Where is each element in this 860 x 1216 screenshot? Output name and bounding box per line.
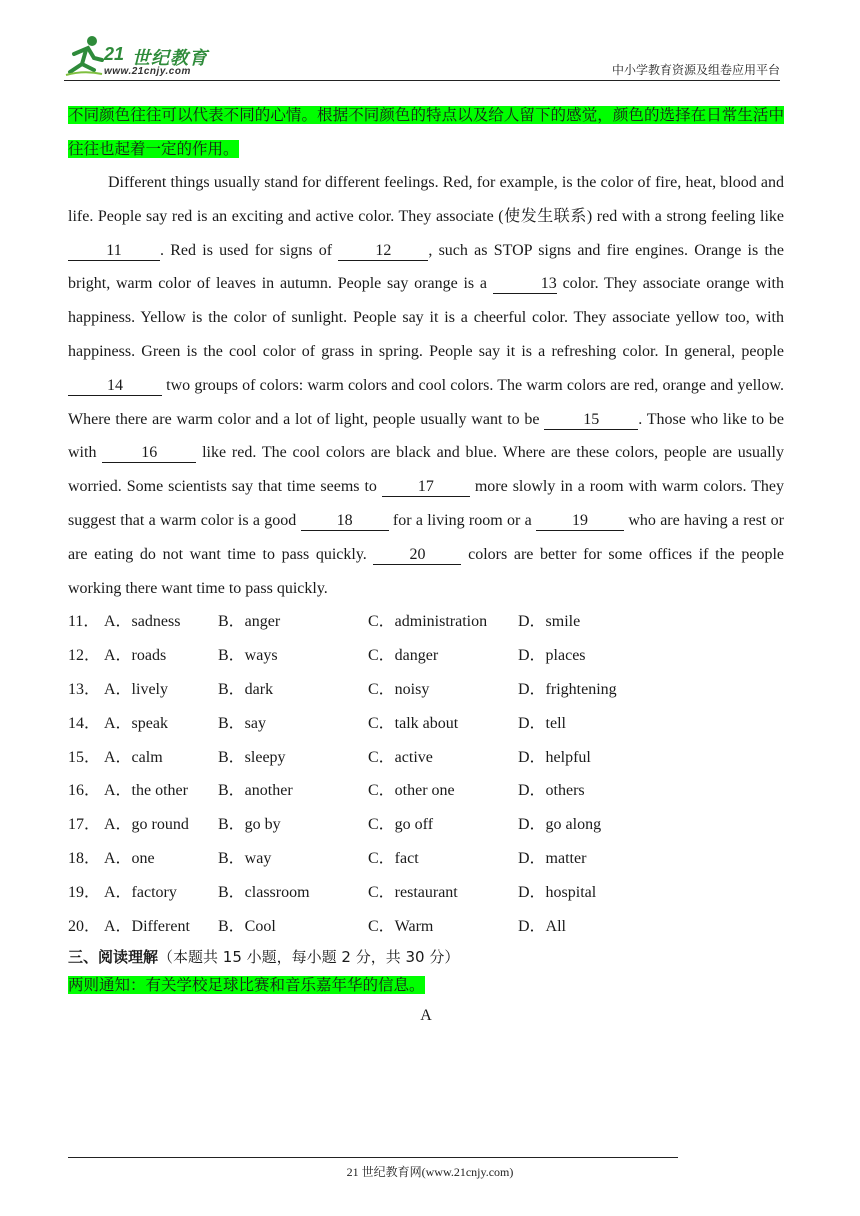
blank-11: 11 <box>68 242 160 261</box>
document-body <box>68 98 784 1031</box>
option-row-18 <box>68 842 784 876</box>
passage-text: two groups of colors: warm colors and cool colors. The warm colors are red, orange and yellow. Where there are warm color and a lot of light, people usually want to be <box>68 376 784 428</box>
blank-16: 16 <box>102 444 196 463</box>
blank-13: 13 <box>493 275 557 294</box>
page-footer[interactable]: 21 世纪教育网(www.21cnjy.com) <box>346 1165 514 1179</box>
option-d[interactable]: D．matter <box>518 849 587 867</box>
option-a[interactable]: A．sadness <box>104 613 181 631</box>
logo-number: 21 <box>104 44 125 64</box>
blank-18: 18 <box>301 512 389 531</box>
option-a[interactable]: A．roads <box>104 647 167 665</box>
option-d[interactable]: D．go along <box>518 816 602 834</box>
section-note: （本题共 15 小题，每小题 2 分，共 30 分） <box>158 948 460 967</box>
option-c[interactable]: C．Warm <box>368 917 434 935</box>
platform-title: 中小学教育资源及组卷应用平台 <box>611 63 780 77</box>
blank-19: 19 <box>536 512 624 531</box>
option-d[interactable]: D．hospital <box>518 883 597 901</box>
passage-text: for a living room or a <box>388 511 537 529</box>
option-row-19 <box>68 876 784 910</box>
passage-text: . Red is used for signs of <box>160 241 339 259</box>
logo-name: 世纪教育 <box>132 48 208 69</box>
option-b[interactable]: B．Cool <box>218 917 276 935</box>
option-b[interactable]: B．sleepy <box>218 748 286 766</box>
option-a[interactable]: A．calm <box>104 748 163 766</box>
option-b[interactable]: B．anger <box>218 613 281 631</box>
option-c[interactable]: C．administration <box>368 613 488 631</box>
question-number: 15． <box>68 748 101 766</box>
option-c[interactable]: C．other one <box>368 782 455 800</box>
option-d[interactable]: D．places <box>518 647 586 665</box>
passage-text: Different things usually stand for different feelings. Red, for example, is the color of fire, heat, blood and life. People say red is an exciting and active color. They associate (使发生联系) red with a strong feeling like <box>68 174 784 225</box>
section-title: 三、阅读理解 <box>68 948 159 967</box>
passage-text: like red. The cool colors are black and blue. Where are these colors, people are usually worried. Some scientists say that time seems to <box>68 444 784 496</box>
option-a[interactable]: A．the other <box>104 782 188 800</box>
option-row-12 <box>68 639 784 673</box>
blank-12: 12 <box>338 242 428 261</box>
option-b[interactable]: B．go by <box>218 816 281 834</box>
runner-logo-icon <box>64 34 104 78</box>
intro-highlight: 不同颜色往往可以代表不同的心情。根据不同颜色的特点以及给人留下的感觉，颜色的选择在日常生活中往往也起着一定的作用。 <box>68 106 784 158</box>
question-number: 14． <box>68 714 101 732</box>
option-row-15 <box>68 741 784 775</box>
option-b[interactable]: B．ways <box>218 647 278 665</box>
option-d[interactable]: D．helpful <box>518 748 591 766</box>
question-number: 13． <box>68 680 101 698</box>
option-c[interactable]: C．noisy <box>368 680 430 698</box>
option-row-11 <box>68 605 784 639</box>
part-label: A <box>420 1007 432 1025</box>
option-row-13 <box>68 673 784 707</box>
passage-text: . Those who like to be with <box>68 410 785 462</box>
option-a[interactable]: A．lively <box>104 680 168 698</box>
site-logo[interactable] <box>64 34 234 80</box>
question-number: 17． <box>68 816 101 834</box>
passage-text: color. They associate orange with happiness. Yellow is the color of sunlight. People say it is a cheerful color. They associate yellow too, with happiness. Green is the cool color of grass in spring. People say it is a refreshing color. In general, people <box>68 275 784 360</box>
blank-17: 17 <box>382 478 470 497</box>
header-divider <box>64 80 780 81</box>
option-d[interactable]: D．smile <box>518 613 581 631</box>
option-b[interactable]: B．say <box>218 714 267 732</box>
cloze-passage <box>68 166 784 605</box>
question-number: 12． <box>68 647 101 665</box>
option-b[interactable]: B．another <box>218 782 293 800</box>
option-a[interactable]: A．go round <box>104 816 189 834</box>
blank-20: 20 <box>373 546 461 565</box>
passage-text: colors are better for some offices if the people working there want time to pass quickly. <box>68 545 785 597</box>
blank-15: 15 <box>544 411 638 430</box>
question-number: 20． <box>68 917 101 935</box>
section-heading <box>68 945 784 969</box>
option-c[interactable]: C．active <box>368 748 433 766</box>
passage-text: who are having a rest or are eating do not want time to pass quickly. <box>68 511 785 563</box>
notice-highlight: 两则通知：有关学校足球比赛和音乐嘉年华的信息。 <box>68 976 425 995</box>
option-c[interactable]: C．danger <box>368 647 439 665</box>
blank-14: 14 <box>68 377 162 396</box>
logo-url: www.21cnjy.com <box>104 66 191 77</box>
option-a[interactable]: A．speak <box>104 714 168 732</box>
option-row-16 <box>68 774 784 808</box>
option-c[interactable]: C．go off <box>368 816 434 834</box>
option-a[interactable]: A．factory <box>104 883 177 901</box>
question-number: 19． <box>68 883 101 901</box>
passage-text: more slowly in a room with warm colors. They suggest that a warm color is a good <box>68 478 784 529</box>
notice-summary <box>68 971 784 999</box>
question-number: 16． <box>68 782 101 800</box>
passage-text: , such as STOP signs and fire engines. Orange is the bright, warm color of leaves in autumn. People say orange is a <box>68 241 785 293</box>
option-b[interactable]: B．way <box>218 849 272 867</box>
option-d[interactable]: D．tell <box>518 714 566 732</box>
answer-options <box>68 605 784 943</box>
option-b[interactable]: B．dark <box>218 680 274 698</box>
option-row-20 <box>68 910 784 944</box>
intro-paragraph <box>68 98 784 166</box>
option-c[interactable]: C．restaurant <box>368 883 458 901</box>
option-c[interactable]: C．talk about <box>368 714 459 732</box>
option-c[interactable]: C．fact <box>368 849 419 867</box>
option-d[interactable]: D．others <box>518 782 585 800</box>
option-d[interactable]: D．All <box>518 917 567 935</box>
question-number: 11． <box>68 613 100 631</box>
option-a[interactable]: A．one <box>104 849 155 867</box>
footer-divider <box>68 1157 678 1158</box>
option-b[interactable]: B．classroom <box>218 883 310 901</box>
option-row-14 <box>68 707 784 741</box>
option-a[interactable]: A．Different <box>104 917 190 935</box>
question-number: 18． <box>68 849 101 867</box>
option-d[interactable]: D．frightening <box>518 680 617 698</box>
option-row-17 <box>68 808 784 842</box>
page-header <box>64 28 780 80</box>
